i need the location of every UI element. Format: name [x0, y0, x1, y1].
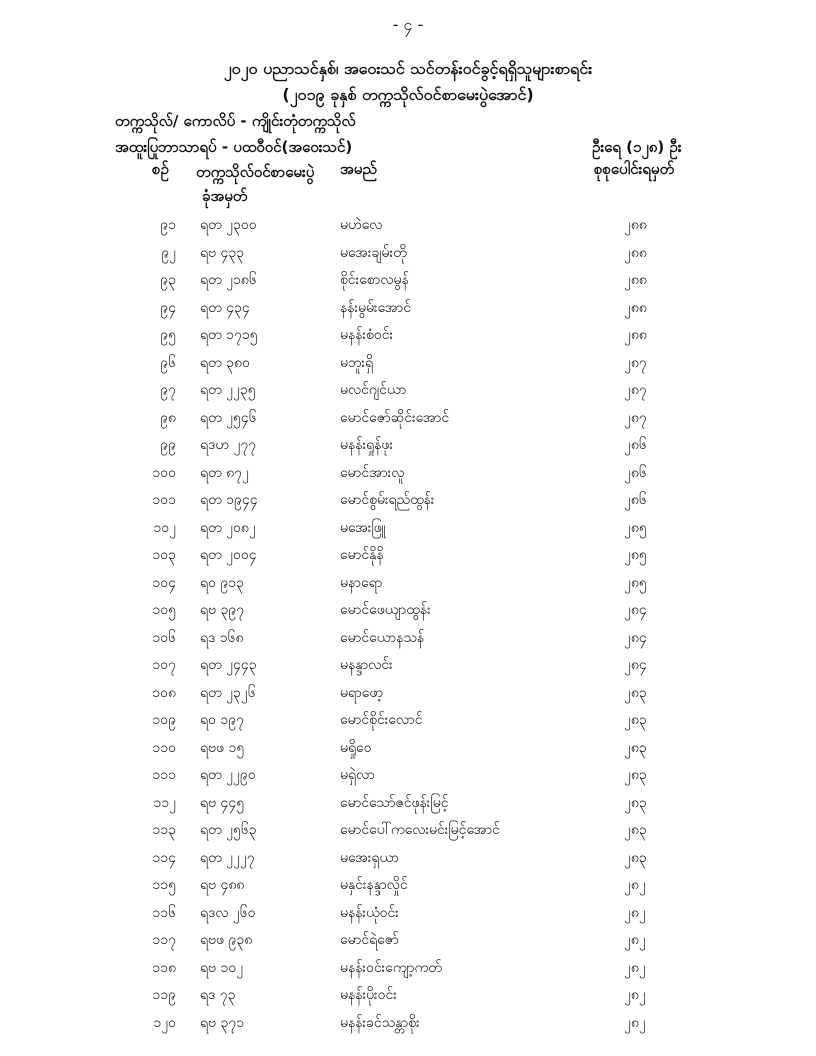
row-serial: ၁၁၉ [152, 987, 176, 1003]
row-serial: ၉၄ [160, 299, 176, 316]
row-mark: ၂၈၄ [624, 657, 647, 673]
table-row [0, 707, 816, 733]
row-serial: ၉၉ [160, 437, 176, 453]
subject-label: အထူးပြုဘာသာရပ် - ပထဝီဝင်(အဝေးသင်) [115, 138, 353, 156]
row-rollno: ရဗ ၄၃၃ [200, 244, 245, 261]
row-serial: ၁၀၉ [152, 712, 176, 728]
row-rollno: ရဒ ၁၆၈ [200, 629, 244, 646]
row-mark: ၂၈၈ [624, 299, 647, 316]
table-row [0, 570, 816, 596]
row-name: မရှဲလာ [340, 767, 375, 783]
table-row [0, 597, 816, 623]
row-mark: ၂၈၂ [624, 877, 646, 893]
row-rollno: ရဗ ၁၀၂ [200, 959, 244, 976]
header-rollno-line2: ခုံအမှတ် [202, 187, 248, 205]
row-mark: ၂၈၅ [624, 574, 647, 591]
row-name: နန်းမွမ်းအောင် [340, 299, 412, 316]
row-serial: ၁၁၆ [152, 904, 176, 921]
row-serial: ၁၀၈ [152, 684, 176, 701]
table-row [0, 652, 816, 678]
row-serial: ၉၁ [160, 217, 176, 233]
row-rollno: ရတ ၃၈၀ [200, 354, 250, 371]
row-serial: ၉၈ [160, 409, 176, 426]
list-subtitle: (၂၀၁၉ ခုနှစ် တက္ကသိုလ်ဝင်စာမေးပွဲအောင်) [282, 85, 534, 104]
row-serial: ၉၇ [160, 382, 176, 398]
row-serial: ၉၂ [161, 244, 176, 261]
row-name: မနန်းခင်သန္တာစိုး [340, 1014, 420, 1031]
table-row [0, 927, 816, 953]
row-rollno: ရတ ၂၀၀၄ [200, 547, 257, 563]
row-rollno: ရဝ ၉၁၃ [200, 574, 244, 591]
row-serial: ၁၁၁ [152, 767, 176, 783]
row-name: မအေးချမ်းတို [340, 244, 407, 261]
row-name: မအေးဖြူ [340, 519, 386, 536]
row-name: မနန္ဒာလင်း [340, 657, 393, 673]
row-rollno: ရတ ၂၅၆၃ [200, 822, 257, 838]
table-row [0, 212, 816, 238]
row-mark: ၂၈၅ [624, 547, 647, 563]
row-rollno: ရဒလ ၂၆၀ [200, 904, 256, 921]
row-name: မောင်စွမ်းရည်ထွန်း [340, 492, 435, 508]
row-serial: ၁၁၈ [152, 959, 176, 976]
row-mark: ၂၈၈ [624, 217, 647, 233]
row-name: စိုင်းစောလမွန် [340, 272, 409, 288]
row-mark: ၂၈၆ [624, 464, 647, 481]
table-row [0, 790, 816, 816]
row-name: မရှိုဝေ [340, 739, 372, 756]
row-rollno: ရတ ၁၇၁၅ [200, 327, 258, 343]
table-row [0, 350, 816, 376]
row-mark: ၂၈၅ [624, 519, 647, 536]
row-name: မရာဖော့ [340, 684, 384, 701]
row-name: မနန်းယုံဝင်း [340, 904, 399, 921]
table-row [0, 240, 816, 266]
table-row [0, 872, 816, 898]
row-rollno: ရဗ ၃၇၁ [200, 1014, 245, 1031]
row-mark: ၂၈၃ [624, 684, 647, 701]
row-rollno: ရဗ ၃၉၇ [200, 602, 245, 618]
row-rollno: ရတ ၂၃၂၆ [200, 684, 256, 701]
table-row [0, 432, 816, 458]
row-serial: ၁၁၃ [152, 822, 176, 838]
row-name: မနန်းရှုန်ဖုး [340, 437, 393, 453]
row-mark: ၂၈၂ [624, 987, 646, 1003]
table-row [0, 542, 816, 568]
row-rollno: ရဗဖ ၉၃၈ [200, 932, 253, 948]
table-row [0, 817, 816, 843]
row-rollno: ရဒဟ ၂၇၇ [200, 437, 257, 453]
row-name: မောင်ဖေယျာထွန်း [340, 602, 431, 618]
row-name: မနန်းဝင်းကျော့ကတ် [340, 959, 442, 976]
row-serial: ၉၃ [160, 272, 176, 288]
table-row [0, 267, 816, 293]
row-serial: ၁၁၅ [152, 877, 176, 893]
row-rollno: ရဗဖ ၁၅ [200, 739, 245, 756]
row-rollno: ရတ ၄၃၄ [200, 299, 250, 316]
row-rollno: ရတ ၂၂၂၇ [200, 849, 255, 866]
table-row [0, 625, 816, 651]
header-name: အမည် [340, 160, 377, 178]
table-row [0, 982, 816, 1008]
row-name: မောင်နိုနိ [340, 547, 384, 563]
row-name: မနှင်းနန္ဒာလှိုင် [340, 877, 408, 893]
row-rollno: ရဗ ၄၄၅ [200, 794, 245, 811]
table-row [0, 845, 816, 871]
row-rollno: ရတ ၂၂၉၀ [200, 767, 256, 783]
university-label: တက္ကသိုလ်/ ကောလိပ် - ကျိုင်းတုံတက္ကသိုလ် [115, 112, 356, 130]
row-mark: ၂၈၂ [624, 904, 646, 921]
row-mark: ၂၈၈ [624, 244, 647, 261]
row-mark: ၂၈၂ [624, 959, 646, 976]
table-row [0, 1010, 816, 1036]
row-name: မလင်ဂျင်ယာ [340, 382, 407, 398]
page-number: - ၄ - [392, 15, 424, 34]
table-row [0, 295, 816, 321]
row-name: မဘူးရှိ [340, 354, 374, 371]
row-name: မနန်းပိုးဝင်း [340, 987, 397, 1003]
header-mark: စုစုပေါင်းရမှတ် [594, 160, 675, 178]
row-rollno: ရတ ၈၇၂ [200, 464, 249, 481]
row-serial: ၉၅ [160, 327, 176, 343]
header-rollno-line1: တက္ကသိုလ်ဝင်စာမေးပွဲ [196, 163, 315, 181]
table-row [0, 515, 816, 541]
row-rollno: ရဝ ၁၉၇ [200, 712, 244, 728]
row-rollno: ရတ ၁၉၄၄ [200, 492, 258, 508]
row-name: မောင်အားလူ [340, 464, 405, 481]
row-mark: ၂၈၈ [624, 327, 647, 343]
list-title: ၂၀၂၀ ပညာသင်နှစ်၊ အဝေးသင် သင်တန်းဝင်ခွင့်ရရှိသူများစာရင်း [223, 59, 593, 78]
row-name: မနန်းစံဝင်း [340, 327, 394, 343]
header-rollno [196, 160, 314, 208]
row-rollno: ရတ ၂၄၄၃ [200, 657, 257, 673]
row-mark: ၂၈၃ [624, 822, 647, 838]
row-serial: ၁၁၂ [153, 794, 176, 811]
row-mark: ၂၈၃ [624, 767, 647, 783]
table-row [0, 762, 816, 788]
row-serial: ၁၀၁ [152, 492, 176, 508]
row-mark: ၂၈၃ [624, 794, 647, 811]
row-serial: ၁၁၀ [152, 739, 176, 756]
row-name: မောင်ဇော်ဆိုင်းအောင် [340, 409, 450, 426]
table-row [0, 405, 816, 431]
row-name: မောင်ရဲဇော် [340, 932, 399, 948]
row-rollno: ရတ ၂၃၀၀ [200, 217, 257, 233]
row-serial: ၁၀၀ [152, 464, 176, 481]
row-rollno: ရတ ၂၀၈၂ [200, 519, 256, 536]
row-mark: ၂၈၂ [624, 932, 646, 948]
row-mark: ၂၈၃ [624, 849, 647, 866]
table-row [0, 735, 816, 761]
row-mark: ၂၈၇ [624, 382, 647, 398]
row-serial: ၁၀၄ [152, 574, 176, 591]
row-rollno: ရတ ၂၁၈၆ [200, 272, 257, 288]
row-serial: ၁၀၃ [152, 547, 176, 563]
row-mark: ၂၈၆ [624, 492, 647, 508]
row-serial: ၁၀၂ [153, 519, 176, 536]
row-mark: ၂၈၇ [624, 354, 647, 371]
row-serial: ၉၆ [160, 354, 176, 371]
table-row [0, 377, 816, 403]
row-mark: ၂၈၃ [624, 739, 647, 756]
table-row [0, 955, 816, 981]
row-rollno: ရဗ ၄၈၈ [200, 877, 245, 893]
row-name: မောင်စိုင်းလောင် [340, 712, 423, 728]
row-serial: ၁၂၀ [153, 1014, 176, 1031]
table-row [0, 680, 816, 706]
row-name: မနာရော [340, 574, 383, 591]
row-mark: ၂၈၂ [624, 1014, 646, 1031]
row-name: မောင်ပေါ်ကလေးမင်းမြင့်အောင် [340, 822, 500, 838]
row-rollno: ရတ ၂၅၄၆ [200, 409, 257, 426]
row-rollno: ရဒ ၇၃ [200, 987, 236, 1003]
row-name: မဟဲလေ [340, 217, 383, 233]
row-mark: ၂၈၃ [624, 712, 647, 728]
row-serial: ၁၀၅ [152, 602, 176, 618]
table-row [0, 900, 816, 926]
table-row [0, 322, 816, 348]
row-mark: ၂၈၈ [624, 272, 647, 288]
row-mark: ၂၈၆ [624, 437, 647, 453]
row-serial: ၁၀၇ [152, 657, 176, 673]
header-serial: စဉ် [152, 160, 169, 178]
table-row [0, 460, 816, 486]
row-mark: ၂၈၄ [624, 602, 647, 618]
row-serial: ၁၀၆ [152, 629, 176, 646]
row-name: မောင်သော်ဇင်ဖုန်းမြင့် [340, 794, 449, 811]
row-rollno: ရတ ၂၂၃၅ [200, 382, 256, 398]
row-name: မောင်ယောနသန် [340, 629, 425, 646]
total-count: ဦးရေ (၁၂၈) ဦး [592, 138, 682, 156]
row-name: မအေးရှယာ [340, 849, 399, 866]
row-serial: ၁၁၄ [152, 849, 176, 866]
row-serial: ၁၁၇ [152, 932, 176, 948]
row-mark: ၂၈၄ [624, 629, 647, 646]
row-mark: ၂၈၇ [624, 409, 647, 426]
table-row [0, 487, 816, 513]
